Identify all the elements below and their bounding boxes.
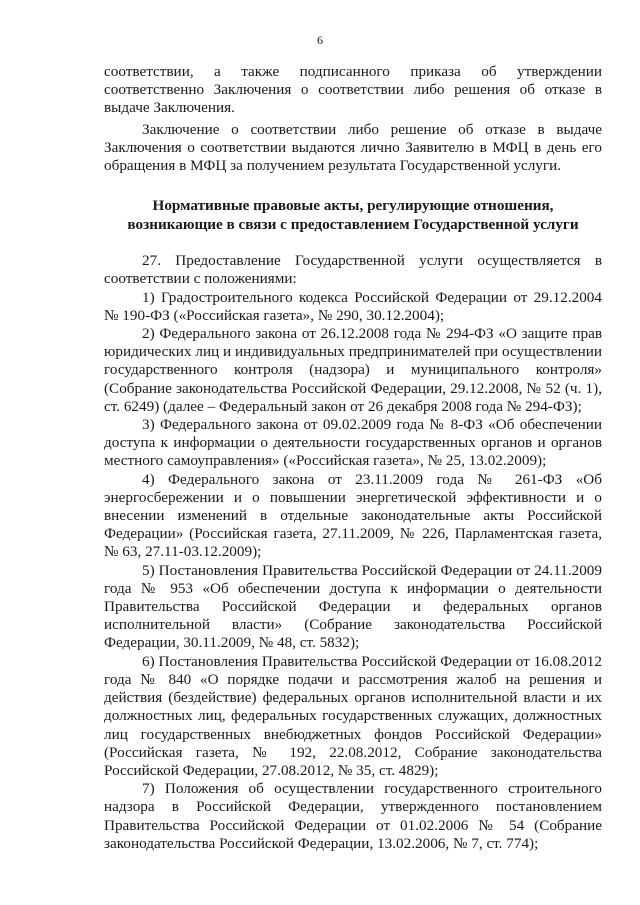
list-item-5: 5) Постановления Правительства Российской Федерации от 24.11.2009 года № 953 «Об обеспечении доступа к информации о деятельности Правительства Российской Федерации и федеральных органов исполнительной власти» (Собрание законодательства Российской Федерации, 30.11.2009, № 48, ст. 5832); [104, 561, 602, 652]
section-heading [104, 196, 602, 234]
list-item-2: 2) Федерального закона от 26.12.2008 года № 294-ФЗ «О защите прав юридических лиц и индивидуальных предпринимателей при осуществлении государственного контроля (надзора) и муниципального контроля» (Собрание законодательства Российской Федерации, 29.12.2008, № 52 (ч. 1), ст. 6249) (далее – Федеральный закон от 26 декабря 2008 года № 294-ФЗ); [104, 325, 602, 415]
paragraph-27: 27. Предоставление Государственной услуги осуществляется в соответствии с положениями: [104, 252, 602, 288]
document-body [104, 63, 602, 853]
intro-paragraph-2: Заключение о соответствии либо решение об отказе в выдаче Заключения о соответствии выдаются лично Заявителю в МФЦ в день его обращения в МФЦ за получением результата Государственной услуги. [104, 120, 602, 175]
intro-paragraph-1: соответствии, а также подписанного приказа об утверждении соответственно Заключения о соответствии либо решения об отказе в выдаче Заключения. [104, 63, 602, 117]
section-heading-line-1: Нормативные правовые акты, регулирующие отношения, [152, 197, 554, 215]
page-number: 6 [317, 33, 323, 47]
list-item-3: 3) Федерального закона от 09.02.2009 года № 8-ФЗ «Об обеспечении доступа к информации о деятельности государственных органов и органов местного самоуправления» («Российская газета», № 25, 13.02.2009); [104, 416, 602, 470]
list-item-1: 1) Градостроительного кодекса Российской Федерации от 29.12.2004 № 190-ФЗ («Российская газета», № 290, 30.12.2004); [104, 288, 602, 324]
section-heading-line-2: возникающие в связи с предоставлением Государственной услуги [127, 216, 579, 234]
list-item-7: 7) Положения об осуществлении государственного строительного надзора в Российской Федерации, утвержденного постановлением Правительства Российской Федерации от 01.02.2006 № 54 (Собрание законодательства Российской Федерации, 13.02.2006, № 7, ст. 774); [104, 780, 602, 852]
list-item-4: 4) Федерального закона от 23.11.2009 года № 261-ФЗ «Об энергосбережении и о повышении энергетической эффективности и о внесении изменений в отдельные законодательные акты Российской Федерации» (Российская газета, 27.11.2009, № 226, Парламентская газета, № 63, 27.11-03.12.2009); [104, 470, 602, 561]
list-item-6: 6) Постановления Правительства Российской Федерации от 16.08.2012 года № 840 «О порядке подачи и рассмотрения жалоб на решения и действия (бездействие) федеральных органов исполнительной власти и их должностных лиц, федеральных государственных служащих, должностных лиц государственных внебюджетных фондов Российской Федерации» (Российская газета, № 192, 22.08.2012, Собрание законодательства Российской Федерации, 27.08.2012, № 35, ст. 4829); [104, 652, 602, 779]
